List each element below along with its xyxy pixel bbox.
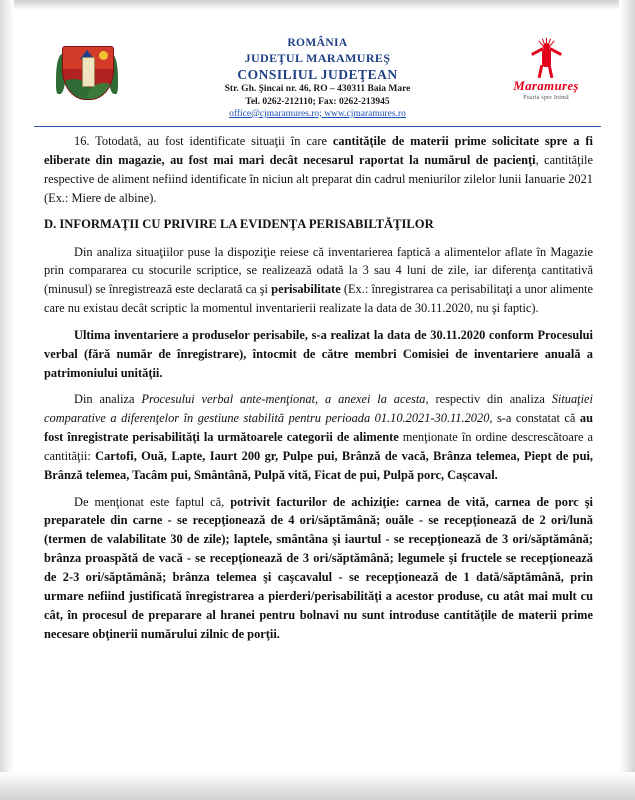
header-phone: Tel. 0262-212110; Fax: 0262-213945	[245, 96, 390, 107]
paragraph-last-inventory: Ultima inventariere a produselor perisabile, s-a realizat la data de 30.11.2020 conform Procesului verbal (fără număr de înregistrare), întocmit de către membri Comisiei de inventariere anuală a patrimoniului unităţii.	[44, 327, 593, 380]
header-county: JUDEŢUL MARAMUREŞ	[244, 50, 391, 65]
coat-of-arms-icon	[58, 38, 116, 102]
paragraph-perishable-categories: Din analiza Procesului verbal ante-menţionat, a anexei la acesta, respectiv din analiza Situaţiei comparative a diferenţelor în gestiune stabilită pentru perioada 01.10.2021-30.11.2020, s-a constatat că au fost înregistrate perisabilităţi la următoarele categorii de alimente menţionate în ordine descrescătoare a cantităţii: Cartofi, Ouă, Lapte, Iaurt 200 gr, Pulpe pui, Brânză de vacă, Brânza telemea, Piept de pui, Brânză telemea, Tacâm pui, Smântână, Pulpă vită, Ficat de pui, Pulpă porc, Caşcaval.	[44, 392, 594, 482]
logo-tagline: Poarta spre Inimă	[523, 95, 569, 101]
header-address: Str. Gh. Şincai nr. 46, RO – 430311 Baia Mare	[224, 84, 411, 95]
dancer-icon	[503, 36, 589, 80]
logo-wordmark: Maramureș	[513, 78, 579, 93]
document-header	[16, 0, 619, 118]
paragraph-item-16: 16. Totodată, au fost identificate situaţii în care cantităţile de materii prime solicitate spre a fi eliberate din magazie, au fost mai mari decât necesarul raportat la numărul de pacienţi, cantităţile respective de aliment nefiind identificate în niciun alt preparat din cadrul meniurilor zilelor lunii Ianuarie 2021 (Ex.: Miere de albine).	[44, 134, 593, 205]
section-heading-d: D. INFORMAŢII CU PRIVIRE LA EVIDENŢA PERISABILTĂŢILOR	[44, 217, 434, 232]
header-country: ROMÂNIA	[287, 37, 348, 49]
header-email-link[interactable]: office@cjmaramures.ro; www.cjmaramures.ro	[229, 108, 406, 119]
scan-edge-left	[0, 0, 14, 800]
paragraph-inventory-analysis: Din analiza situaţiilor puse la dispoziţie reiese că inventarierea faptică a alimentelor aflate în Magazie prin compararea cu stocurile scriptice, se realizează odată la 3 sau 4 luni de zile, iar diferenţa cantitativă (minusul) se înregistrează este declarată ca şi perisabilitate (Ex.: înregistrarea ca perisabilitaţi a unor alimente care nu existau decât scriptic la momentul inventarierii realizate la data de 30.11.2020, nu şi faptic).	[44, 244, 593, 316]
maramures-tourism-logo	[503, 36, 589, 106]
header-divider	[34, 126, 601, 127]
header-council: CONSILIUL JUDEŢEAN	[237, 67, 398, 83]
document-body	[16, 118, 619, 643]
paragraph-delivery-frequency: De menţionat este faptul că, potrivit facturilor de achiziţie: carnea de vită, carnea de porc şi preparatele din carne - se recepţionează de 4 ori/săptămână; ouăle - se recepţionează de 2 ori/lună (termen de valabilitate 30 de zile); laptele, smântâna şi iaurtul - se recepţionează de 3 ori/săptămână; brânza proaspătă de vacă - se recepţionează de 3 ori/săptămână; legumele şi fructele se recepţionează de 2-3 ori/săptămână; brânza telemea şi caşcavalul - se recepţionează de 1 dată/săptămână, prin urmare nefiind justificată înregistrarea a pierderi/perisabilităţi a acestor produse, cu atât mai mult cu cât, în procesul de preparare al hranei pentru bolnavi nu sunt introduse cantităţile de materii prime necesare obţinerii numărului zilnic de porţii.	[44, 494, 594, 641]
scan-edge-right	[619, 0, 635, 800]
